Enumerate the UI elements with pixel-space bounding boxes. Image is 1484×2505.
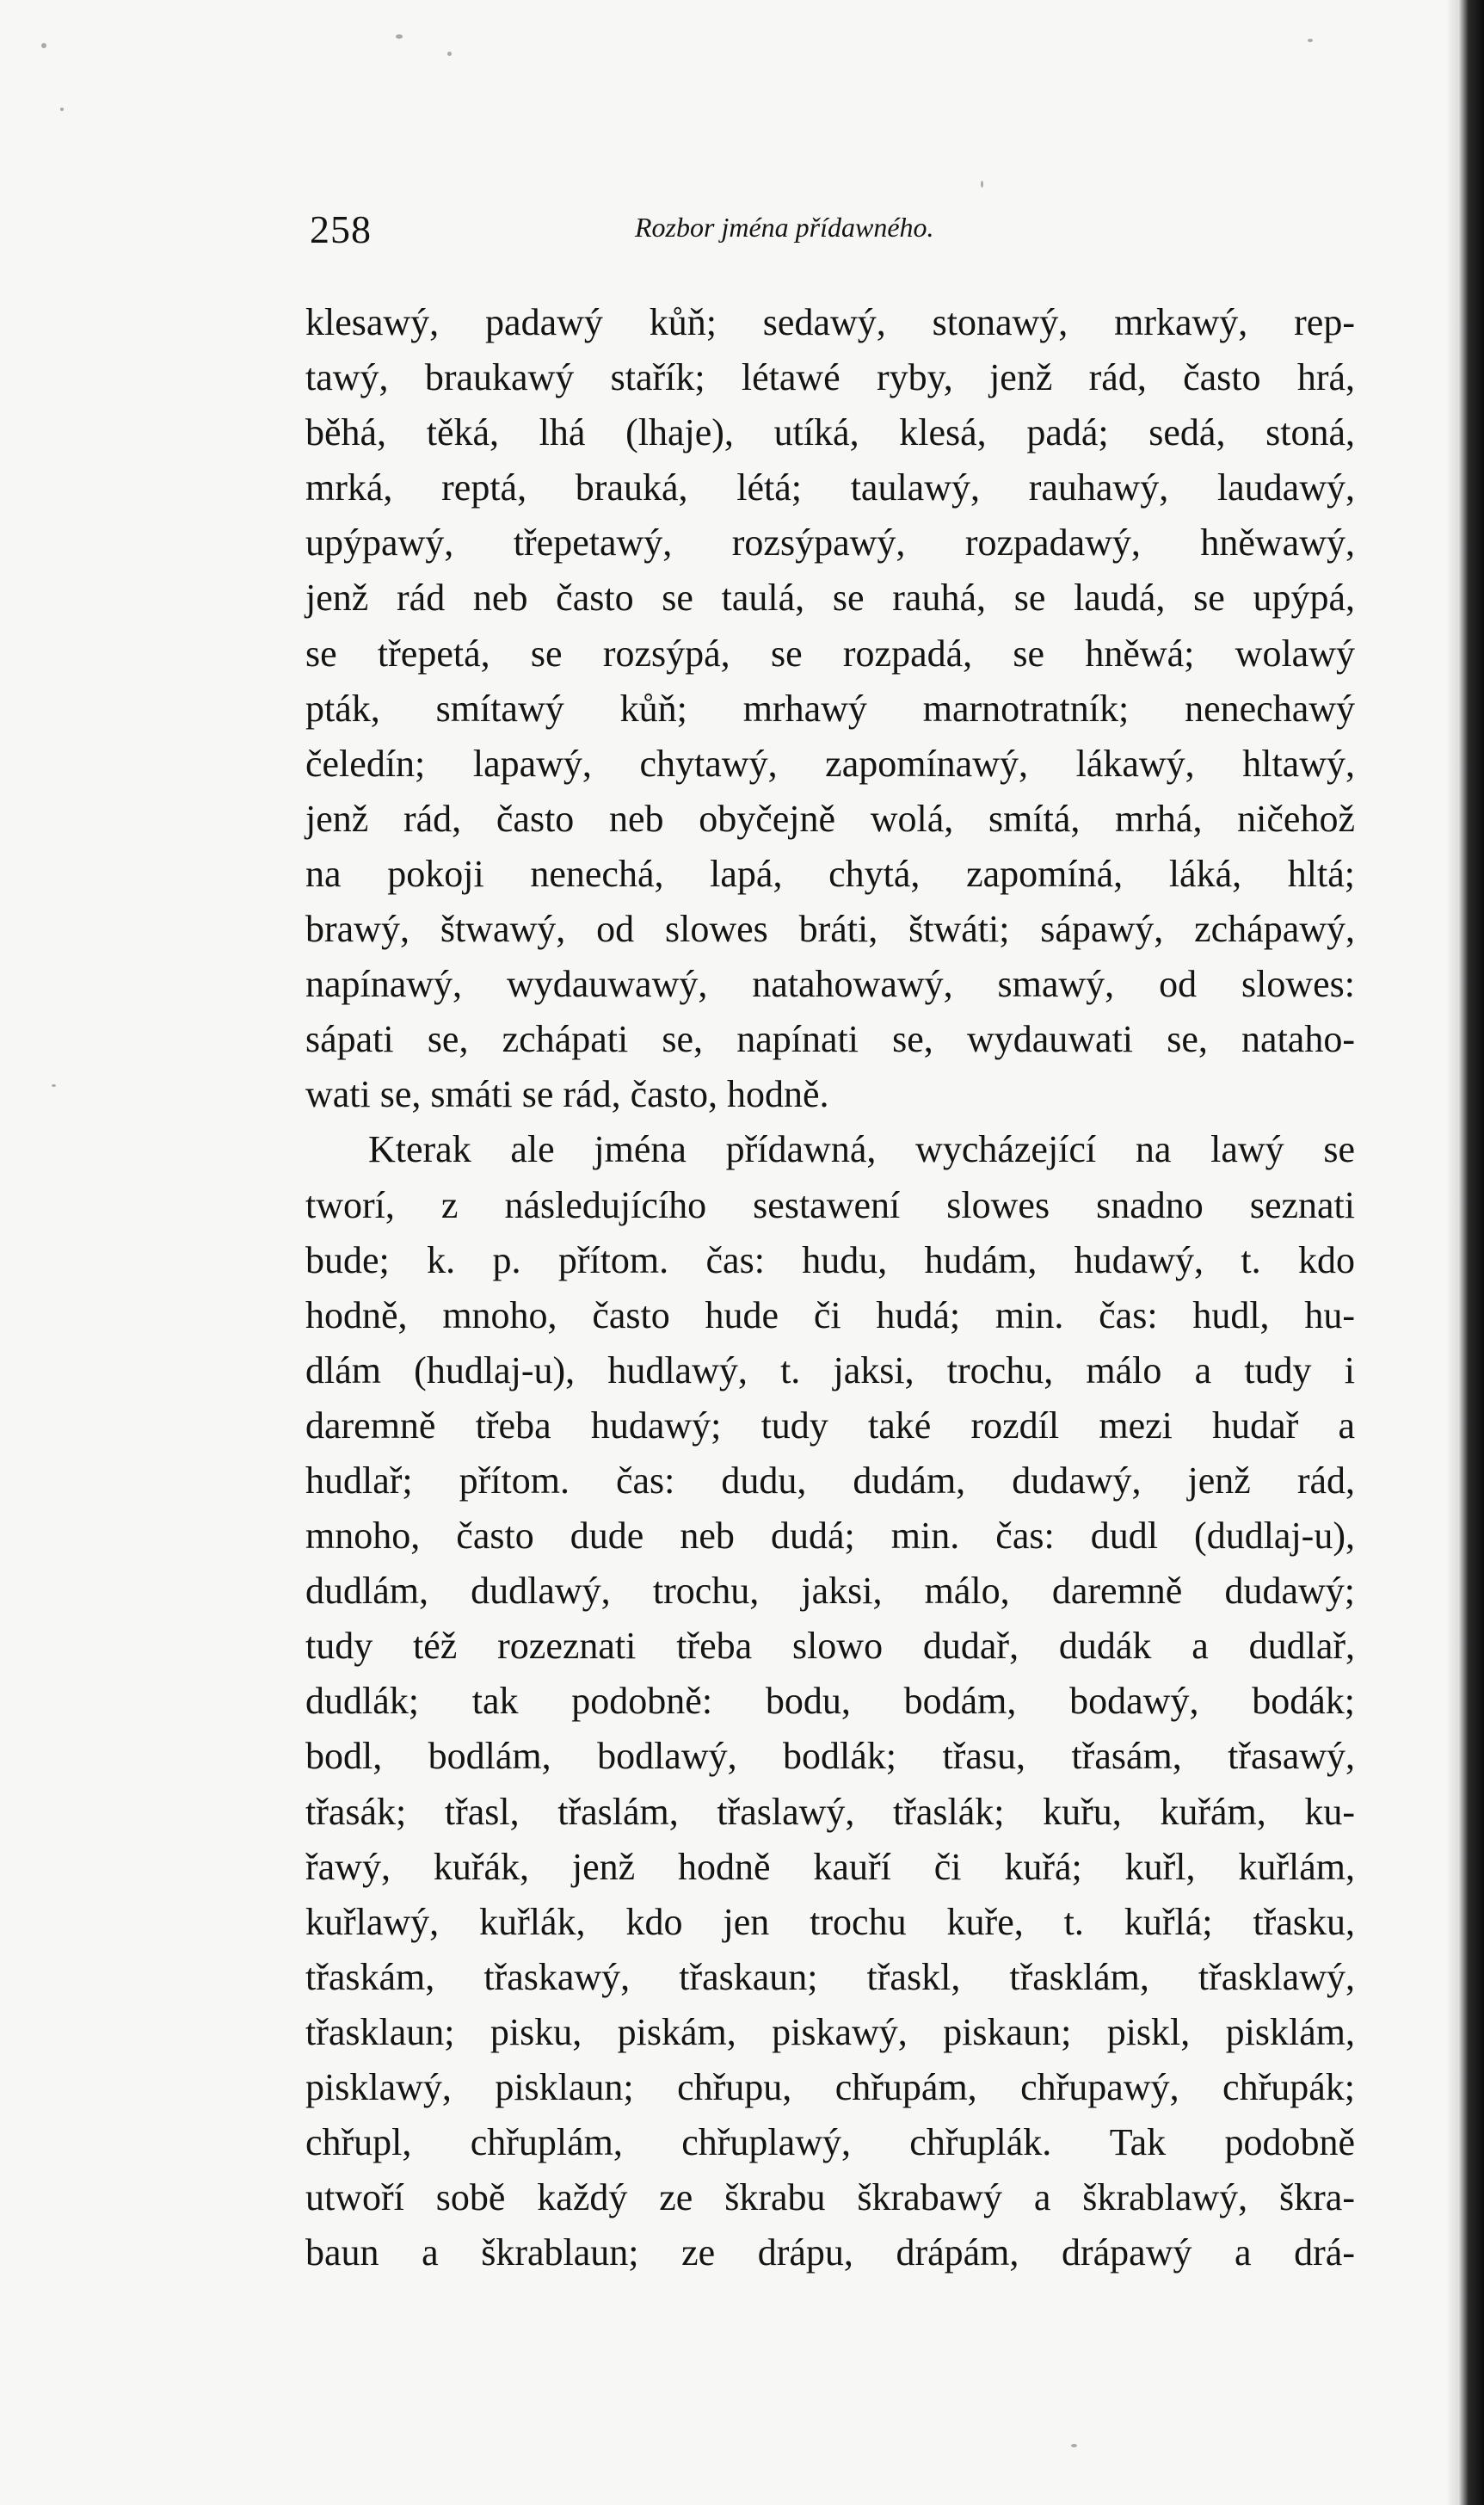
text-line: se třepetá, se rozsýpá, se rozpadá, se hněwá; wolawý (305, 632, 1355, 675)
text-line: mnoho, často dude neb dudá; min. čas: dudl (dudlaj-u), (305, 1515, 1355, 1558)
text-line: pisklawý, pisklaun; chřupu, chřupám, chřupawý, chřupák; (305, 2066, 1355, 2108)
text-line: utwoří sobě každý ze škrabu škrabawý a škrablawý, škra- (305, 2176, 1355, 2219)
text-line: mrká, reptá, brauká, létá; taulawý, rauhawý, laudawý, (305, 466, 1355, 509)
text-line: brawý, štwawý, od slowes bráti, štwáti; sápawý, zchápawý, (305, 908, 1355, 951)
page-fold-shadow (1446, 0, 1458, 2505)
text-line: dlám (hudlaj-u), hudlawý, t. jaksi, trochu, málo a tudy i (305, 1348, 1355, 1391)
text-line-paragraph-end: wati se, smáti se rád, často, hodně. (305, 1073, 829, 1116)
scan-edge-shadow (1458, 0, 1484, 2505)
text-line: napínawý, wydauwawý, natahowawý, smawý, od slowes: (305, 963, 1355, 1006)
text-line: sápati se, zchápati se, napínati se, wydauwati se, nataho- (305, 1018, 1355, 1061)
text-line: dudlák; tak podobně: bodu, bodám, bodawý, bodák; (305, 1680, 1355, 1723)
text-line: běhá, těká, lhá (lhaje), utíká, klesá, padá; sedá, stoná, (305, 411, 1355, 454)
scan-speck (447, 52, 452, 56)
text-line-paragraph-start: Kterak ale jména přídawná, wycházející na lawý se (368, 1128, 1355, 1171)
text-line: na pokoji nenechá, lapá, chytá, zapomíná, láká, hltá; (305, 852, 1355, 895)
scan-speck (396, 34, 403, 39)
text-line: čeledín; lapawý, chytawý, zapomínawý, lákawý, hltawý, (305, 742, 1355, 785)
scan-speck (1071, 2444, 1077, 2447)
page-number: 258 (310, 207, 372, 251)
text-line: tudy též rozeznati třeba slowo dudař, dudák a dudlař, (305, 1625, 1355, 1668)
text-line: jenž rád, často neb obyčejně wolá, smítá, mrhá, ničehož (305, 797, 1355, 840)
text-line: tworí, z následujícího sestawení slowes snadno seznati (305, 1183, 1355, 1226)
text-line: tawý, braukawý stařík; létawé ryby, jenž rád, často hrá, (305, 356, 1355, 399)
scan-speck (1308, 39, 1313, 42)
text-line: třaskám, třaskawý, třaskaun; třaskl, třasklám, třasklawý, (305, 1955, 1355, 1998)
text-line: daremně třeba hudawý; tudy také rozdíl mezi hudař a (305, 1404, 1355, 1447)
text-line: bude; k. p. přítom. čas: hudu, hudám, hudawý, t. kdo (305, 1238, 1355, 1281)
text-line: jenž rád neb často se taulá, se rauhá, se laudá, se upýpá, (305, 577, 1355, 620)
text-line: třasklaun; pisku, piskám, piskawý, piskaun; piskl, pisklám, (305, 2010, 1355, 2053)
text-line: upýpawý, třepetawý, rozsýpawý, rozpadawý, hněwawý, (305, 521, 1355, 565)
body-text (305, 295, 1355, 2280)
text-line: chřupl, chřuplám, chřuplawý, chřuplák. Tak podobně (305, 2121, 1355, 2164)
page-header (310, 207, 1402, 258)
text-line: řawý, kuřák, jenž hodně kauří či kuřá; kuřl, kuřlám, (305, 1845, 1355, 1888)
text-line: hodně, mnoho, často hude či hudá; min. čas: hudl, hu- (305, 1293, 1355, 1336)
text-line: třasák; třasl, třaslám, třaslawý, třaslák; kuřu, kuřám, ku- (305, 1790, 1355, 1833)
text-line: dudlám, dudlawý, trochu, jaksi, málo, daremně dudawý; (305, 1570, 1355, 1613)
text-line: klesawý, padawý kůň; sedawý, stonawý, mrkawý, rep- (305, 301, 1355, 343)
text-line: kuřlawý, kuřlák, kdo jen trochu kuře, t. kuřlá; třasku, (305, 1900, 1355, 1943)
scan-speck (60, 108, 64, 111)
scan-speck (41, 43, 46, 48)
scan-speck (52, 1084, 56, 1087)
text-line: pták, smítawý kůň; mrhawý marnotratník; nenechawý (305, 687, 1355, 730)
scan-speck (981, 181, 983, 188)
text-line: bodl, bodlám, bodlawý, bodlák; třasu, třasám, třasawý, (305, 1735, 1355, 1778)
text-line: hudlař; přítom. čas: dudu, dudám, dudawý, jenž rád, (305, 1459, 1355, 1502)
text-line: baun a škrablaun; ze drápu, drápám, drápawý a drá- (305, 2231, 1355, 2274)
running-title: Rozbor jména přídawného. (635, 212, 934, 243)
